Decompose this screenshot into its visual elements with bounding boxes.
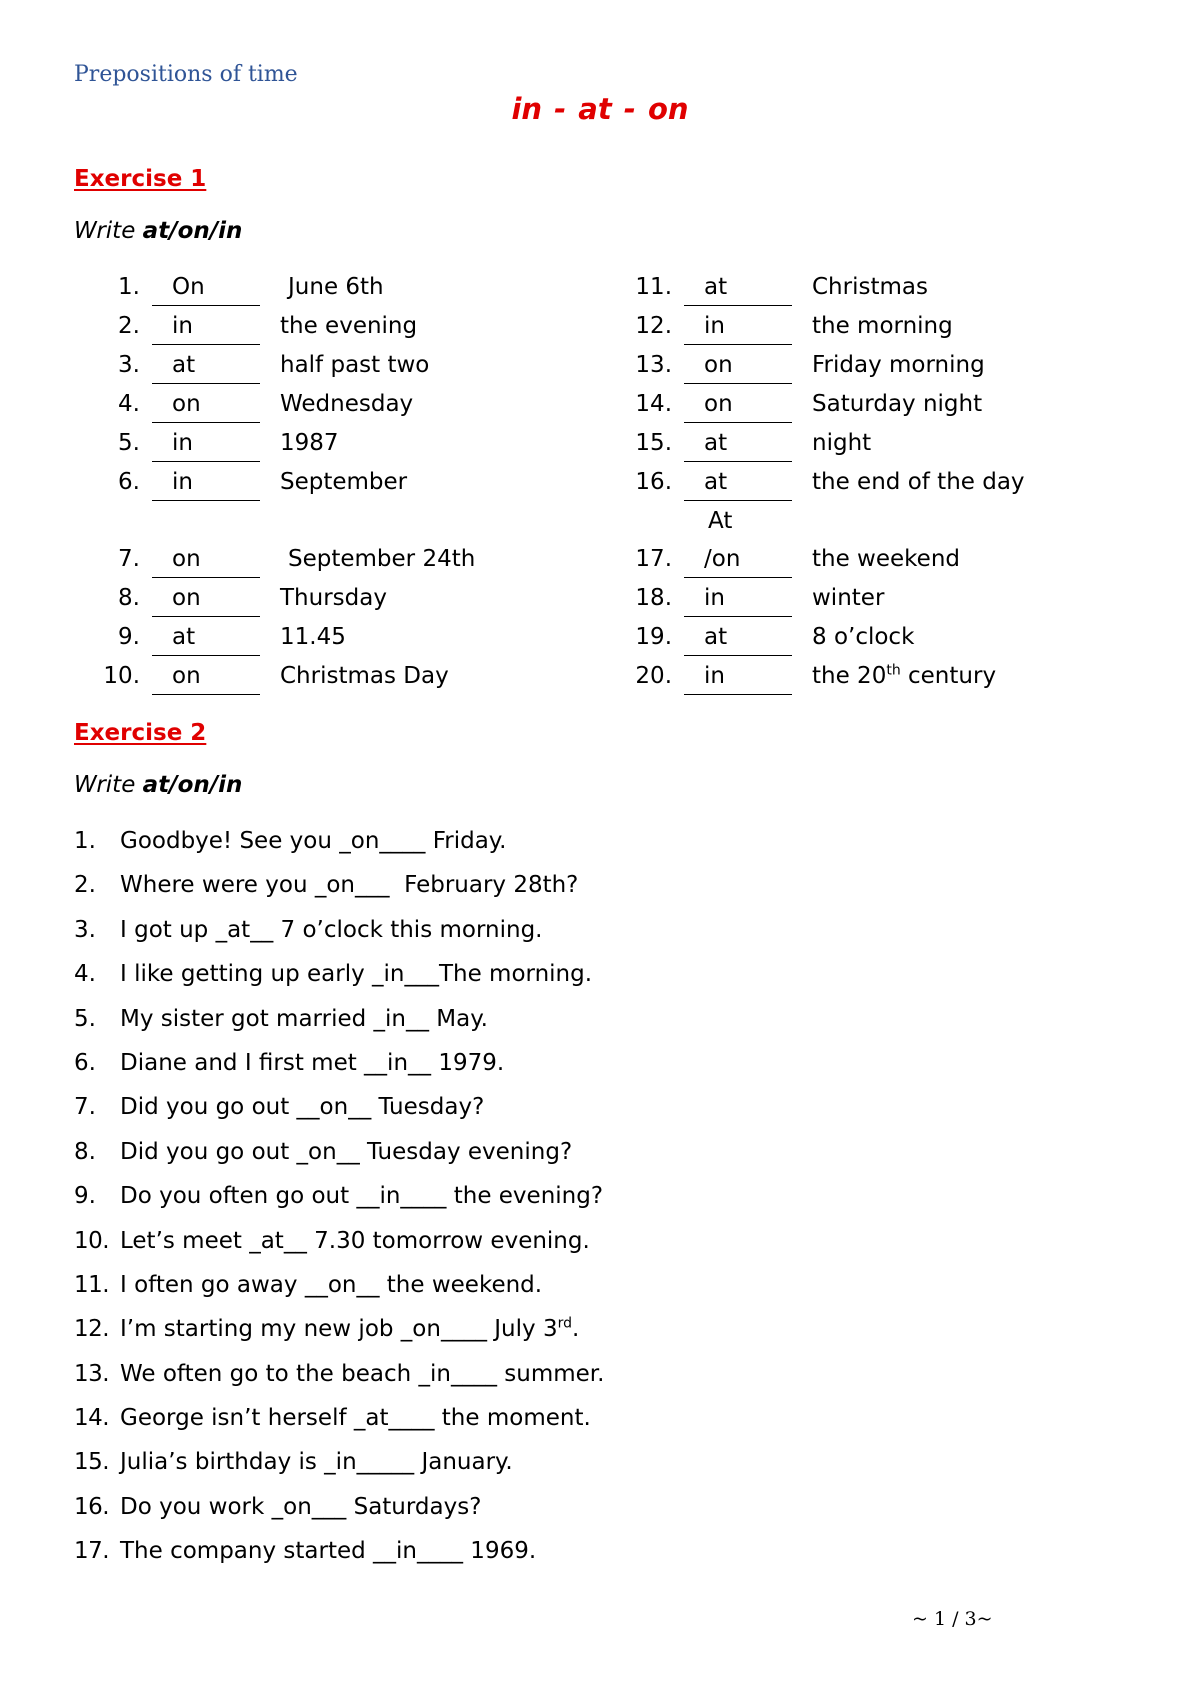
ex1-item-number: 2.	[118, 313, 140, 339]
ex1-answer-blank[interactable]	[684, 618, 792, 656]
item-number: 2.	[74, 872, 96, 899]
item-number: 11.	[74, 1271, 110, 1298]
list-item	[74, 915, 604, 959]
document-header: Prepositions of time	[74, 62, 298, 87]
ex1-answer-blank[interactable]	[684, 424, 792, 462]
instruction-prefix: Write	[74, 772, 143, 798]
ex1-item-number: 6.	[118, 469, 140, 495]
list-item	[74, 959, 604, 1003]
ex1-answer-blank[interactable]	[152, 268, 260, 306]
ex1-phrase	[812, 663, 996, 689]
item-number: 3.	[74, 916, 96, 943]
ex1-item-number: 9.	[118, 624, 140, 650]
sentence: I got up _at__ 7 o’clock this morning.	[120, 916, 543, 943]
ex1-phrase: September 24th	[288, 546, 476, 572]
ex1-answer-blank[interactable]	[684, 540, 792, 578]
ex1-answer-blank[interactable]	[684, 307, 792, 345]
ex1-answer: at	[704, 469, 728, 495]
list-item	[74, 1181, 604, 1225]
ex1-answer-prefix: At	[708, 508, 733, 534]
ex1-phrase: Thursday	[280, 585, 387, 611]
ex1-answer: in	[172, 313, 193, 339]
ex1-answer-blank[interactable]	[152, 579, 260, 617]
phrase-text-after: century	[900, 663, 997, 689]
sentence: Did you go out __on__ Tuesday?	[120, 1094, 485, 1121]
ex1-phrase: Friday morning	[812, 352, 985, 378]
ex1-item-number: 5.	[118, 430, 140, 456]
page-title: in - at - on	[511, 92, 689, 126]
ex1-answer: in	[172, 430, 193, 456]
ex1-answer: at	[172, 624, 196, 650]
ex1-phrase: Saturday night	[812, 391, 983, 417]
exercise-1-title: Exercise 1	[74, 166, 207, 192]
list-item	[74, 870, 604, 914]
ex1-item-number: 16.	[635, 469, 672, 495]
ex1-answer: in	[704, 313, 725, 339]
ex1-answer-blank[interactable]	[152, 385, 260, 423]
ex1-phrase: half past two	[280, 352, 430, 378]
ex1-answer-blank[interactable]	[152, 657, 260, 695]
ex1-answer: at	[704, 430, 728, 456]
list-item	[74, 1536, 604, 1580]
phrase-text: the 20	[812, 663, 887, 689]
item-number: 10.	[74, 1227, 110, 1254]
ex1-answer: at	[172, 352, 196, 378]
list-item	[74, 1226, 604, 1270]
ex1-answer: on	[172, 546, 201, 572]
ex1-phrase: September	[280, 469, 408, 495]
list-item	[74, 826, 604, 870]
instruction-bold: at/on/in	[142, 772, 243, 798]
ex1-item-number: 14.	[635, 391, 672, 417]
ex1-phrase: the end of the day	[812, 469, 1025, 495]
exercise-2-title: Exercise 2	[74, 720, 207, 746]
ex1-answer-blank[interactable]	[684, 579, 792, 617]
ex1-item-number: 3.	[118, 352, 140, 378]
ex1-answer: at	[704, 624, 728, 650]
sentence: I often go away __on__ the weekend.	[120, 1271, 543, 1298]
superscript: rd	[557, 1315, 572, 1332]
ex1-item-number: 20.	[635, 663, 672, 689]
ex1-answer: on	[172, 585, 201, 611]
exercise-2-instruction	[74, 772, 242, 798]
sentence: Where were you _on___ February 28th?	[120, 872, 579, 899]
instruction-bold: at/on/in	[142, 218, 243, 244]
ex1-item-number: 11.	[635, 274, 672, 300]
ex1-phrase: winter	[812, 585, 885, 611]
sentence: George isn’t herself _at____ the moment.	[120, 1405, 591, 1432]
list-item	[74, 1359, 604, 1403]
item-number: 7.	[74, 1094, 96, 1121]
ex1-item-number: 4.	[118, 391, 140, 417]
sentence: Diane and I first met __in__ 1979.	[120, 1049, 505, 1076]
ex1-phrase: Christmas Day	[280, 663, 449, 689]
list-item	[74, 1048, 604, 1092]
ex1-answer-blank[interactable]	[684, 346, 792, 384]
ex1-item-number: 15.	[635, 430, 672, 456]
ex1-answer: in	[704, 585, 725, 611]
ex1-answer: /on	[704, 546, 741, 572]
list-item	[74, 1137, 604, 1181]
ex1-item-number: 13.	[635, 352, 672, 378]
ex1-answer: in	[172, 469, 193, 495]
ex1-answer-blank[interactable]	[684, 268, 792, 306]
sentence: Julia’s birthday is _in_____ January.	[120, 1449, 513, 1476]
sentence: I’m starting my new job _on____ July 3	[120, 1316, 558, 1343]
ex1-phrase: the evening	[280, 313, 418, 339]
sentence: Let’s meet _at__ 7.30 tomorrow evening.	[120, 1227, 590, 1254]
ex1-answer-blank[interactable]	[152, 307, 260, 345]
ex1-phrase: night	[812, 430, 872, 456]
list-item	[74, 1270, 604, 1314]
sentence: Did you go out _on__ Tuesday evening?	[120, 1138, 573, 1165]
phrase-superscript: th	[886, 662, 901, 679]
exercise-2-list	[74, 826, 604, 1581]
ex1-answer-blank[interactable]	[152, 346, 260, 384]
sentence: Goodbye! See you _on____ Friday.	[120, 828, 507, 854]
ex1-answer-blank[interactable]	[684, 385, 792, 423]
ex1-item-number: 8.	[118, 585, 140, 611]
ex1-answer: on	[172, 391, 201, 417]
ex1-answer: on	[172, 663, 201, 689]
item-number: 12.	[74, 1316, 110, 1343]
list-item	[74, 1004, 604, 1048]
ex1-item-number: 19.	[635, 624, 672, 650]
page-number: ~ 1 / 3~	[912, 1608, 993, 1630]
item-number: 14.	[74, 1405, 110, 1432]
ex1-item-number: 12.	[635, 313, 672, 339]
ex1-answer: at	[704, 274, 728, 300]
ex1-item-number: 10.	[103, 663, 140, 689]
ex1-answer-blank[interactable]	[152, 540, 260, 578]
item-number: 5.	[74, 1005, 96, 1032]
ex1-answer-blank[interactable]	[684, 463, 792, 501]
item-number: 8.	[74, 1138, 96, 1165]
sentence: The company started __in____ 1969.	[120, 1538, 537, 1565]
list-item	[74, 1314, 604, 1358]
ex1-phrase: June 6th	[288, 274, 384, 300]
sentence: Do you often go out __in____ the evening?	[120, 1183, 604, 1210]
item-number: 17.	[74, 1538, 110, 1565]
item-number: 13.	[74, 1360, 110, 1387]
item-number: 1.	[74, 828, 96, 854]
ex1-phrase: 1987	[280, 430, 339, 456]
ex1-item-number: 18.	[635, 585, 672, 611]
ex1-item-number: 17.	[635, 546, 672, 572]
ex1-answer-blank[interactable]	[152, 424, 260, 462]
ex1-answer: on	[704, 352, 733, 378]
ex1-answer: in	[704, 663, 725, 689]
ex1-item-number: 7.	[118, 546, 140, 572]
item-number: 15.	[74, 1449, 110, 1476]
list-item	[74, 1492, 604, 1536]
instruction-prefix: Write	[74, 218, 143, 244]
sentence-end: .	[571, 1316, 580, 1343]
item-number: 6.	[74, 1049, 96, 1076]
ex1-item-number: 1.	[118, 274, 140, 300]
item-number: 16.	[74, 1493, 110, 1520]
sentence: Do you work _on___ Saturdays?	[120, 1493, 482, 1520]
item-number: 4.	[74, 961, 96, 988]
ex1-phrase: Wednesday	[280, 391, 414, 417]
ex1-phrase: 11.45	[280, 624, 346, 650]
item-number: 9.	[74, 1183, 96, 1210]
ex1-answer-blank[interactable]	[152, 618, 260, 656]
ex1-answer: On	[172, 274, 205, 300]
sentence: I like getting up early _in___The morning.	[120, 961, 593, 988]
list-item	[74, 1092, 604, 1136]
list-item	[74, 1447, 604, 1491]
sentence: We often go to the beach _in____ summer.	[120, 1360, 605, 1387]
ex1-answer-blank[interactable]	[152, 463, 260, 501]
ex1-answer: on	[704, 391, 733, 417]
sentence: My sister got married _in__ May.	[120, 1005, 488, 1032]
ex1-answer-blank[interactable]	[684, 657, 792, 695]
exercise-1-instruction	[74, 218, 242, 244]
list-item	[74, 1403, 604, 1447]
ex1-phrase: the weekend	[812, 546, 960, 572]
ex1-phrase: Christmas	[812, 274, 928, 300]
ex1-phrase: the morning	[812, 313, 953, 339]
ex1-phrase: 8 o’clock	[812, 624, 915, 650]
